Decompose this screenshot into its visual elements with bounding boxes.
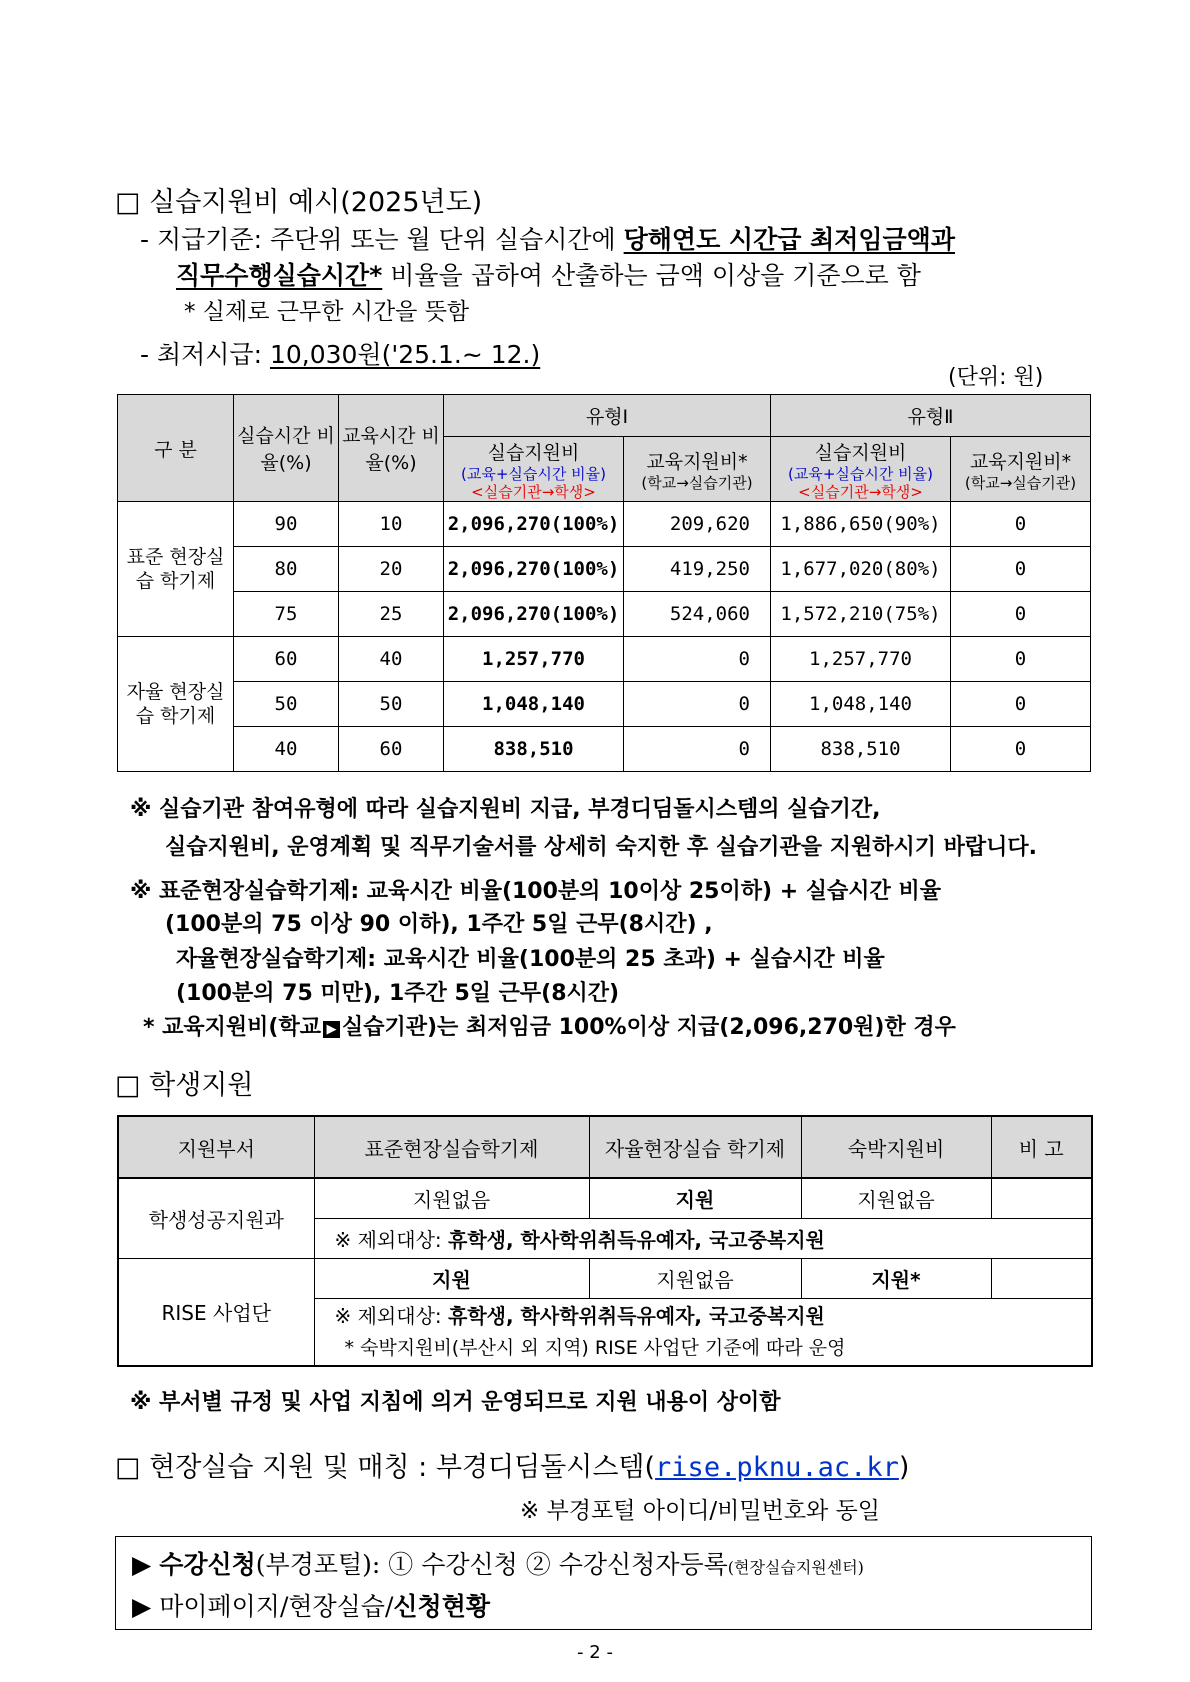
header-t2-edu-support: 교육지원비* (학교→실습기관) xyxy=(951,437,1091,502)
checkbox-icon: □ xyxy=(115,187,141,218)
table-row: 80 20 2,096,270(100%) 419,250 1,677,020(80%) 0 xyxy=(118,547,1091,592)
table-row: RISE 사업단 지원 지원없음 지원* xyxy=(118,1258,1092,1298)
header-lodging: 숙박지원비 xyxy=(801,1116,991,1178)
note-2c: 자율현장실습학기제: 교육시간 비율(100분의 25 초과) + 실습시간 비율 xyxy=(176,947,885,972)
header-edu-ratio: 교육시간 비율(%) xyxy=(339,395,444,502)
group-autonomous: 자율 현장실습 학기제 xyxy=(118,637,234,772)
header-autonomous: 자율현장실습 학기제 xyxy=(589,1116,801,1178)
header-t2-support: 실습지원비 (교육+실습시간 비율) <실습기관→학생> xyxy=(771,437,951,502)
note-1a: ※ 실습기관 참여유형에 따라 실습지원비 지급, 부경디딤돌시스템의 실습기간, xyxy=(130,797,881,822)
student-support-table xyxy=(117,1115,1093,1367)
header-type2: 유형Ⅱ xyxy=(771,395,1091,437)
table-row: 40 60 838,510 0 838,510 0 xyxy=(118,727,1091,772)
checkbox-icon: □ xyxy=(115,1452,141,1483)
header-work-ratio: 실습시간 비율(%) xyxy=(234,395,339,502)
dept-rise: RISE 사업단 xyxy=(118,1258,314,1366)
header-category: 구 분 xyxy=(118,395,234,502)
section-title-3: □ 현장실습 지원 및 매칭 : 부경디딤돌시스템(rise.pknu.ac.kr) xyxy=(115,1452,910,1483)
table-row: 50 50 1,048,140 0 1,048,140 0 xyxy=(118,682,1091,727)
table-row: ※ 제외대상: 휴학생, 학사학위취득유예자, 국고중복지원 * 숙박지원비(부산시 외 지역) RISE 사업단 기준에 따라 운영 xyxy=(118,1298,1092,1366)
arrow-right-icon: ▶ xyxy=(323,1021,340,1038)
note-2d: (100분의 75 미만), 1주간 5일 근무(8시간) xyxy=(176,981,620,1006)
table-row: ※ 제외대상: 휴학생, 학사학위취득유예자, 국고중복지원 xyxy=(118,1218,1092,1258)
page-number: - 2 - xyxy=(577,1642,613,1663)
dept-student-success: 학생성공지원과 xyxy=(118,1178,314,1258)
section3-sub: ※ 부경포털 아이디/비밀번호와 동일 xyxy=(520,1498,881,1524)
section-title-2: □ 학생지원 xyxy=(115,1070,254,1101)
triangle-right-icon: ▶ xyxy=(132,1592,152,1621)
criteria-line-1: - 지급기준: 주단위 또는 월 단위 실습시간에 당해연도 시간급 최저임금액과 xyxy=(140,225,955,254)
triangle-right-icon: ▶ xyxy=(132,1550,152,1579)
step-2: ▶ 마이페이지/현장실습/신청현황 xyxy=(132,1592,490,1621)
table-row: 75 25 2,096,270(100%) 524,060 1,572,210(75%) 0 xyxy=(118,592,1091,637)
section-title-1 xyxy=(115,180,482,219)
header-note: 비 고 xyxy=(991,1116,1092,1178)
support-table xyxy=(117,394,1091,772)
section-title-text: 실습지원비 예시(2025년도) xyxy=(149,187,483,218)
header-type1: 유형Ⅰ xyxy=(444,395,771,437)
min-wage-line: - 최저시급: 10,030원('25.1.~ 12.) xyxy=(140,340,541,369)
criteria-line-2: 직무수행실습시간* 비율을 곱하여 산출하는 금액 이상을 기준으로 함 xyxy=(176,261,921,290)
table-row: 표준 현장실습 학기제 90 10 2,096,270(100%) 209,620 1,886,650(90%) 0 xyxy=(118,502,1091,547)
checkbox-icon: □ xyxy=(115,1070,141,1101)
note-2b: (100분의 75 이상 90 이하), 1주간 5일 근무(8시간) , xyxy=(165,912,713,937)
header-t1-edu-support: 교육지원비* (학교→실습기관) xyxy=(624,437,771,502)
min-wage-value: 10,030원('25.1.~ 12.) xyxy=(269,340,541,369)
note-2a: ※ 표준현장실습학기제: 교육시간 비율(100분의 10이상 25이하) + 실습시간 비율 xyxy=(130,879,941,904)
criteria-footnote: * 실제로 근무한 시간을 뜻함 xyxy=(184,299,470,325)
note-1b: 실습지원비, 운영계획 및 직무기술서를 상세히 숙지한 후 실습기관을 지원하시기 바랍니다. xyxy=(165,835,1037,860)
note-3: * 교육지원비(학교 ▶ 실습기관)는 최저임금 100%이상 지급(2,096,270원)한 경우 xyxy=(143,1015,956,1040)
unit-label: (단위: 원) xyxy=(948,365,1044,390)
header-t1-support: 실습지원비 (교육+실습시간 비율) <실습기관→학생> xyxy=(444,437,624,502)
steps-box xyxy=(115,1536,1092,1630)
header-dept: 지원부서 xyxy=(118,1116,314,1178)
rise-link[interactable]: rise.pknu.ac.kr xyxy=(655,1452,899,1483)
step-1: ▶ 수강신청(부경포털): ① 수강신청 ② 수강신청자등록(현장실습지원센터) xyxy=(132,1550,864,1579)
table-row: 자율 현장실습 학기제 60 40 1,257,770 0 1,257,770 0 xyxy=(118,637,1091,682)
table-row: 학생성공지원과 지원없음 지원 지원없음 xyxy=(118,1178,1092,1218)
header-standard: 표준현장실습학기제 xyxy=(314,1116,589,1178)
note-4: ※ 부서별 규정 및 사업 지침에 의거 운영되므로 지원 내용이 상이함 xyxy=(130,1390,781,1415)
group-standard: 표준 현장실습 학기제 xyxy=(118,502,234,637)
